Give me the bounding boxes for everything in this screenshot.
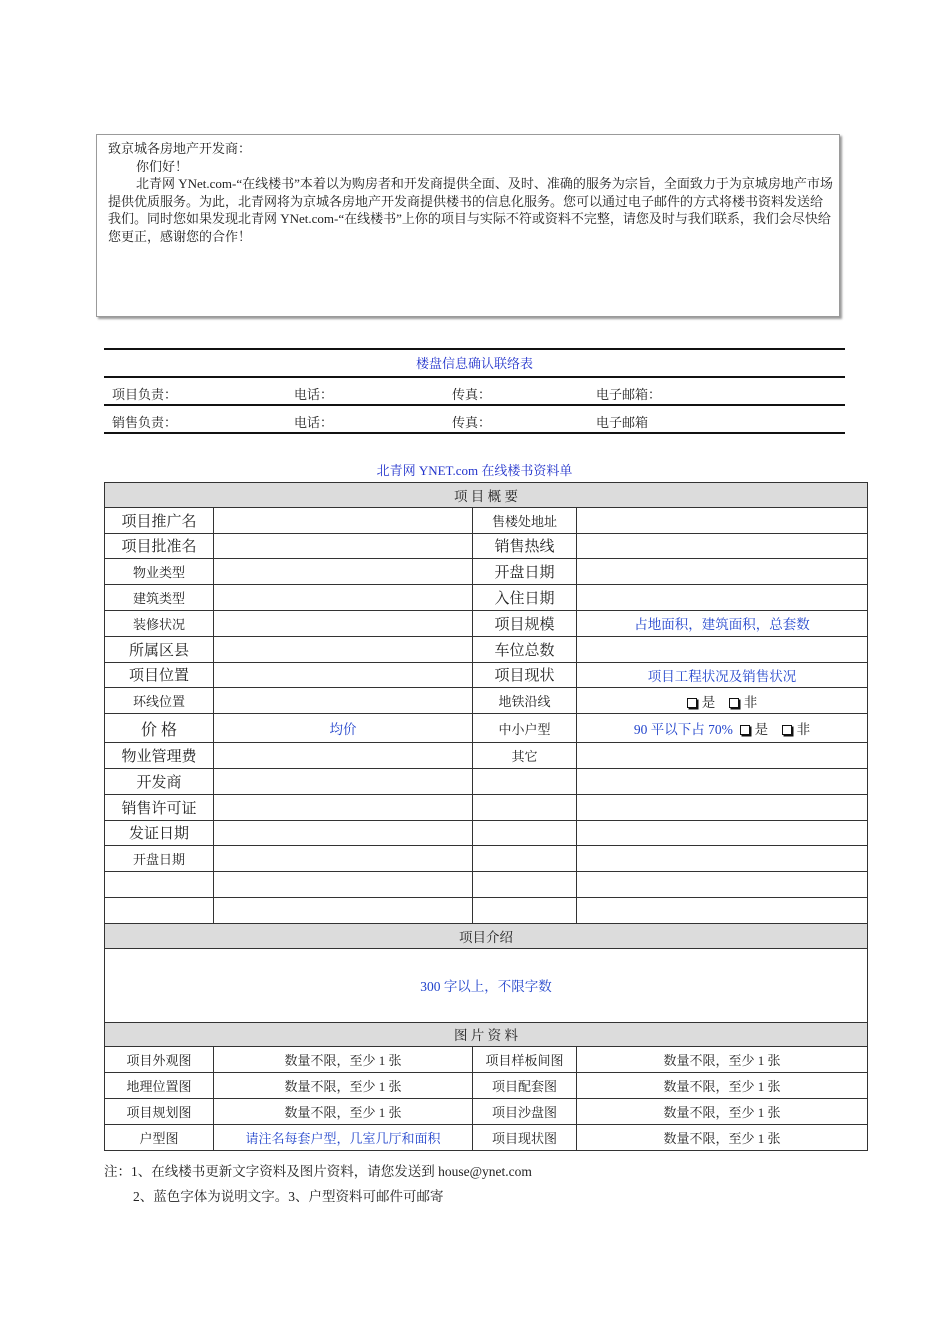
field-value: 数量不限，至少 1 张 xyxy=(577,1098,868,1124)
field-value: 数量不限，至少 1 张 xyxy=(577,1047,868,1073)
contact-row-project xyxy=(104,378,845,406)
contact-email: 电子邮箱： xyxy=(596,387,662,402)
field-label: 项目位置 xyxy=(105,662,214,688)
intro-hint: 300 字以上，不限字数 xyxy=(105,948,868,1022)
field-label: 所属区县 xyxy=(105,636,214,662)
field-label: 环线位置 xyxy=(105,688,214,714)
field-label: 项目外观图 xyxy=(105,1047,214,1073)
table-row xyxy=(105,768,868,794)
checkbox-yes[interactable] xyxy=(687,698,697,708)
table-row xyxy=(105,794,868,820)
subway-options xyxy=(577,688,868,714)
note-2: 2、蓝色字体为说明文字。3、户型资料可邮件可邮寄 xyxy=(133,1189,444,1204)
field-label: 装修状况 xyxy=(105,610,214,636)
field-value xyxy=(577,559,868,585)
field-value xyxy=(577,743,868,769)
letter-salutation: 致京城各房地产开发商： xyxy=(108,141,252,156)
table-row xyxy=(105,507,868,533)
checkbox-no[interactable] xyxy=(782,725,792,735)
field-value xyxy=(577,533,868,559)
intro-header: 项目介绍 xyxy=(105,923,868,948)
option-no-label: 非 xyxy=(796,722,811,738)
field-value xyxy=(214,846,473,872)
field-hint: 90 平以下占 70% xyxy=(633,722,733,738)
field-label: 项目配套图 xyxy=(473,1073,577,1099)
field-hint: 占地面积，建筑面积，总套数 xyxy=(577,610,868,636)
field-label: 项目现状图 xyxy=(473,1124,577,1150)
field-label: 项目批准名 xyxy=(105,533,214,559)
field-label: 项目沙盘图 xyxy=(473,1098,577,1124)
field-label: 车位总数 xyxy=(473,636,577,662)
option-no-label: 非 xyxy=(743,694,758,710)
field-label: 户型图 xyxy=(105,1124,214,1150)
field-hint: 项目工程状况及销售状况 xyxy=(577,662,868,688)
option-yes-label: 是 xyxy=(701,694,716,710)
table-row xyxy=(105,1124,868,1150)
field-label: 项目规划图 xyxy=(105,1098,214,1124)
field-value xyxy=(214,662,473,688)
info-sheet xyxy=(104,482,868,1151)
letter-box xyxy=(96,134,840,317)
field-value xyxy=(214,636,473,662)
field-label: 项目样板间图 xyxy=(473,1047,577,1073)
field-value xyxy=(214,585,473,611)
field-label: 价 格 xyxy=(105,714,214,743)
overview-header: 项 目 概 要 xyxy=(105,483,868,508)
field-label: 项目推广名 xyxy=(105,507,214,533)
field-value: 数量不限，至少 1 张 xyxy=(214,1098,473,1124)
table-row xyxy=(105,1098,868,1124)
table-row xyxy=(105,688,868,714)
field-label: 中小户型 xyxy=(473,714,577,743)
field-label: 开盘日期 xyxy=(105,846,214,872)
field-value xyxy=(214,610,473,636)
table-row xyxy=(105,743,868,769)
field-value xyxy=(214,688,473,714)
field-label: 开发商 xyxy=(105,768,214,794)
letter-body: 北青网 YNet.com-“在线楼书”本着以为购房者和开发商提供全面、及时、准确的服务为宗旨，全面致力于为京城房地产市场提供优质服务。为此，北青网将为京城各房地产开发商提供楼书的信息化服务。您可以通过电子邮件的方式将楼书资料发送给我们。同时您如果发现北青网 YNet.com-“在线楼书”上你的项目与实际不符或资料不完整，请您及时与我们联系，我们会尽快给您更正，感谢您的合作！ xyxy=(108,176,833,244)
table-row xyxy=(105,714,868,743)
contact-table xyxy=(104,348,845,434)
table-row xyxy=(105,846,868,872)
field-value xyxy=(214,794,473,820)
field-value: 数量不限，至少 1 张 xyxy=(214,1047,473,1073)
field-value xyxy=(577,585,868,611)
field-hint: 均价 xyxy=(214,714,473,743)
small-unit-options xyxy=(577,714,868,743)
note-1: 注：1、在线楼书更新文字资料及图片资料，请您发送到 house@ynet.com xyxy=(104,1164,532,1179)
contact-role: 项目负责： xyxy=(112,387,178,402)
field-value xyxy=(214,768,473,794)
checkbox-no[interactable] xyxy=(729,698,739,708)
field-value xyxy=(214,559,473,585)
field-label: 售楼处地址 xyxy=(473,507,577,533)
table-row xyxy=(105,897,868,923)
table-row xyxy=(105,820,868,846)
field-value xyxy=(214,743,473,769)
table-row xyxy=(105,1047,868,1073)
table-row xyxy=(105,610,868,636)
field-label: 其它 xyxy=(473,743,577,769)
letter-greeting: 你们好！ xyxy=(136,158,189,174)
field-value: 数量不限，至少 1 张 xyxy=(214,1073,473,1099)
table-row xyxy=(105,1073,868,1099)
field-value xyxy=(214,820,473,846)
field-label: 项目现状 xyxy=(473,662,577,688)
field-value xyxy=(214,507,473,533)
pics-header: 图 片 资 料 xyxy=(105,1022,868,1047)
field-value xyxy=(577,507,868,533)
table-row xyxy=(105,559,868,585)
contact-email: 电子邮箱 xyxy=(596,415,649,430)
field-label: 发证日期 xyxy=(105,820,214,846)
table-row xyxy=(105,636,868,662)
field-value xyxy=(214,533,473,559)
field-label: 销售许可证 xyxy=(105,794,214,820)
checkbox-yes[interactable] xyxy=(740,725,750,735)
table-row xyxy=(105,872,868,898)
field-value: 数量不限，至少 1 张 xyxy=(577,1124,868,1150)
contact-fax: 传真： xyxy=(452,415,492,430)
field-label: 地铁沿线 xyxy=(473,688,577,714)
field-hint: 请注名每套户型，几室几厅和面积 xyxy=(214,1124,473,1150)
contact-phone: 电话： xyxy=(294,387,334,402)
field-value xyxy=(577,636,868,662)
table-row xyxy=(105,533,868,559)
field-value: 数量不限，至少 1 张 xyxy=(577,1073,868,1099)
option-yes-label: 是 xyxy=(754,722,769,738)
table-row xyxy=(105,585,868,611)
field-label: 物业管理费 xyxy=(105,743,214,769)
field-label: 入住日期 xyxy=(473,585,577,611)
field-label: 地理位置图 xyxy=(105,1073,214,1099)
contact-fax: 传真： xyxy=(452,387,492,402)
field-label: 项目规模 xyxy=(473,610,577,636)
contact-role: 销售负责： xyxy=(112,415,178,430)
contact-title: 楼盘信息确认联络表 xyxy=(104,348,845,378)
field-label: 物业类型 xyxy=(105,559,214,585)
contact-row-sales xyxy=(104,406,845,434)
table-row xyxy=(105,662,868,688)
sheet-title: 北青网 YNET.com 在线楼书资料单 xyxy=(376,463,573,478)
field-label: 销售热线 xyxy=(473,533,577,559)
field-label: 建筑类型 xyxy=(105,585,214,611)
field-label: 开盘日期 xyxy=(473,559,577,585)
footnotes xyxy=(104,1159,532,1209)
contact-phone: 电话： xyxy=(294,415,334,430)
